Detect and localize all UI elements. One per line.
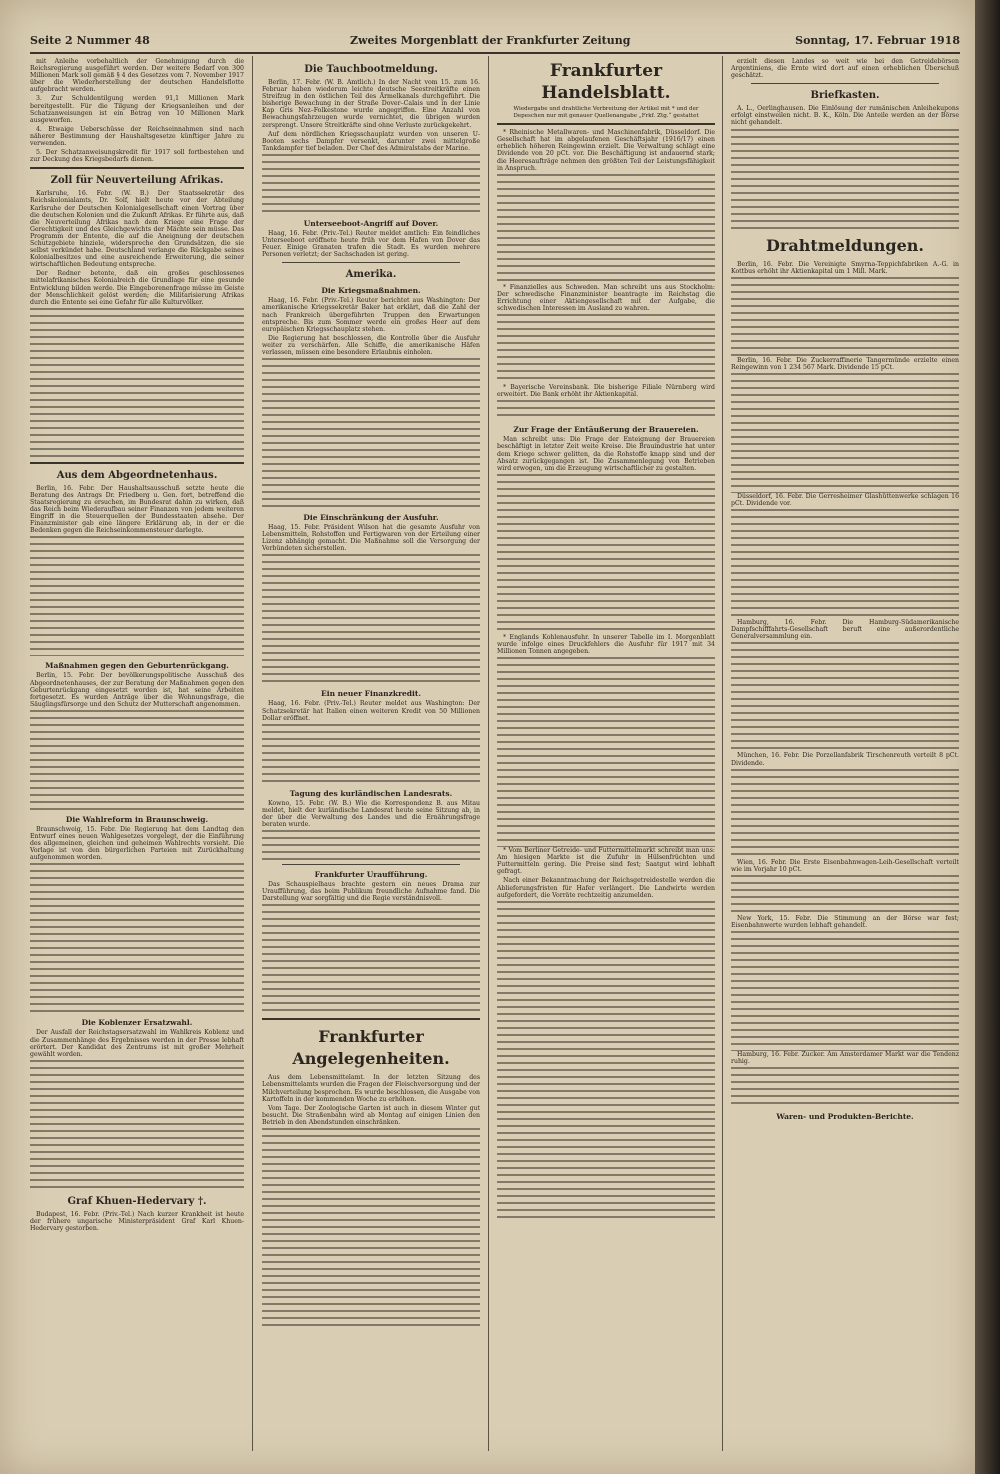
article-text: Hamburg, 16. Febr. Zucker. Am Amsterdamer Markt war die Tendenz ruhig.: [731, 1050, 959, 1066]
text-block: [262, 830, 480, 860]
text-block: [262, 358, 480, 508]
article-text: New York, 15. Febr. Die Stimmung an der Börse war fest; Eisenbahnwerte wurden lebhaft gehandelt.: [731, 914, 959, 929]
text-block: [30, 710, 244, 810]
article-text: Hamburg, 16. Febr. Die Hamburg-Südamerikanische Dampfschifffahrts-Gesellschaft beruft eine außerordentliche Generalversammlung ein.: [731, 619, 959, 641]
text-block: [731, 642, 959, 752]
divider: [30, 167, 244, 169]
article-text: Nach einer Bekanntmachung der Reichsgetreidestelle werden die Ablieferungsfristen für Hafer verlängert. Die Landwirte werden aufgefordert, die Vorräte rechtzeitig anzumelden.: [497, 877, 715, 899]
article-text: Die Regierung hat beschlossen, die Kontrolle über die Ausfuhr weiter zu verschärfen. Alle Schiffe, die amerikanische Häfen verlassen, müssen eine besondere Erlaubnis einholen.: [262, 334, 480, 356]
article-text: erzielt diesen Landes so weit wie bei den Getreidebörsen Argentiniens, die Ernte wird dort auf einen erheblichen Überschuß geschätzt.: [731, 58, 959, 80]
headline-koblenz: Die Koblenzer Ersatzwahl.: [81, 1018, 193, 1028]
column-2: [262, 58, 480, 1458]
divider: [30, 462, 244, 464]
article-text: Aus dem Lebensmittelamt. In der letzten Sitzung des Lebensmittelamts wurden die Fragen der Fleischversorgung und der Milchverteilung besprochen. Es wurde beschlossen, die Ausgabe von Kartoffeln in der kommenden Woche zu erhöhen.: [262, 1074, 480, 1103]
text-block: [30, 536, 244, 656]
handelsblatt-masthead: Frankfurter Handelsblatt.: [541, 61, 671, 103]
divider: [262, 1018, 480, 1020]
text-block: [497, 901, 715, 1221]
text-block: [497, 314, 715, 384]
headline-wahlreform: Die Wahlreform in Braunschweig.: [65, 814, 209, 824]
article-text: München, 16. Febr. Die Porzellanfabrik Tirschenreuth verteilt 8 pCt. Dividende.: [731, 752, 959, 767]
copyright-note: Wiedergabe und drahtliche Verbreitung der Artikel mit * und der Depeschen nur mit genauer Quellenangabe „Frkf. Ztg.“ gestattet: [513, 106, 699, 119]
article-text: Der Redner betonte, daß ein großes geschlossenes mittelafrikanisches Kolonialreich die Grundlage für eine gesunde Entwicklung bilden werde. Die Eingeborenenfrage müsse im Geiste der Menschlichkeit gelöst werden; die Militarisierung Afrikas durch die Entente sei eine Gefahr für alle Kulturvölker.: [30, 270, 244, 306]
text-block: [497, 174, 715, 284]
article-text: 4. Etwaige Ueberschüsse der Reichseinnahmen sind nach näherer Bestimmung der Haushaltsgesetze künftiger Jahre zu verwenden.: [30, 125, 244, 148]
article-text: * Bayerische Vereinsbank. Die bisherige Filiale Nürnberg wird erweitert. Die Bank erhöht ihr Aktienkapital.: [497, 384, 715, 399]
edition-title: Zweites Morgenblatt der Frankfurter Zeitung: [350, 34, 631, 47]
divider: [751, 83, 939, 84]
article-text: * Vom Berliner Getreide- und Futtermittelmarkt schreibt man uns: Am hiesigen Markte ist die Zufuhr in Hülsenfrüchten und Futtermitteln gering. Die Preise sind fest; Saatgut wird lebhaft gefragt.: [497, 847, 715, 876]
headline-brauerei: Zur Frage der Entäußerung der Brauereien.: [513, 425, 699, 435]
text-block: [731, 277, 959, 357]
headline-briefkasten: Briefkasten.: [810, 90, 880, 102]
article-text: Haag, 16. Febr. (Priv.-Tel.) Reuter berichtet aus Washington: Der amerikanische Kriegssekretär Baker hat erklärt, daß die Zahl der nach Frankreich übergeführten Truppen den Erwartungen entspreche. Bis zum Sommer werde ein großes Heer auf dem europäischen Kriegsschauplatz stehen.: [262, 297, 480, 333]
divider: [282, 262, 460, 263]
article-text: 3. Zur Schuldentilgung werden 91,1 Millionen Mark bereitgestellt. Für die Tilgung der Kriegsanleihen und der Schatzanweisungen ist ein Betrag von 10 Millionen Mark ausgeworfen.: [30, 95, 244, 124]
text-block: [497, 657, 715, 847]
column-rule: [488, 56, 489, 1451]
headline-amerika: Amerika.: [345, 269, 397, 281]
text-block: [731, 931, 959, 1051]
headline-dover: Unterseeboot-Angriff auf Dover.: [303, 218, 439, 228]
article-text: Wien, 16. Febr. Die Erste Eisenbahnwagen-Leih-Gesellschaft verteilt wie im Vorjahr 10 pCt.: [731, 858, 959, 873]
article-text: Berlin, 16. Febr. Der Haushaltsausschuß setzte heute die Beratung des Antrags Dr. Friedberg u. Gen. fort, betreffend die Staatsregierung zu ersuchen, im Bundesrat dahin zu wirken, daß das Reich beim Wiederaufbau seiner Finanzen von jedem weiteren Eingriff in die Steuerquellen der Bundesstaaten absehe. Der Finanzminister gab eine längere Erklärung ab, in der er die Bedenken gegen die Reichseinkommensteuer darlegte.: [30, 484, 244, 535]
headline-kolonien: Zoll für Neuverteilung Afrikas.: [50, 175, 224, 187]
text-block: [262, 554, 480, 684]
headline-ausfuhr: Die Einschränkung der Ausfuhr.: [303, 513, 439, 523]
text-block: [497, 474, 715, 634]
column-rule: [722, 56, 723, 1451]
article-text: * Rheinische Metallwaren- und Maschinenfabrik, Düsseldorf. Die Gesellschaft hat im abgelaufenen Geschäftsjahr (1916/17) einen erheblich höheren Reingewinn erzielt. Die Verwaltung schlägt eine Dividende von 20 pCt. vor. Die Beschäftigung ist andauernd stark; die Heeresaufträge nehmen den größten Teil der Leistungsfähigkeit in Anspruch.: [497, 129, 715, 172]
text-block: [731, 509, 959, 619]
article-text: Haag, 15. Febr. Präsident Wilson hat die gesamte Ausfuhr von Lebensmitteln, Rohstoffen und Fertigwaren von der Erteilung einer Lizenz abhängig gemacht. Die Maßnahme soll die Versorgung der Verbündeten sicherstellen.: [262, 524, 480, 553]
article-text: Der Ausfall der Reichstagsersatzwahl im Wahlkreis Koblenz und die Zusammenhänge des Ergebnisses werden in der Presse lebhaft erörtert. Der Kandidat des Zentrums ist mit großer Mehrheit gewählt worden.: [30, 1029, 244, 1058]
article-text: Berlin, 15. Febr. Der bevölkerungspolitische Ausschuß des Abgeordnetenhauses, der zur Beratung der Maßnahmen gegen den Geburtenrückgang eingesetzt worden ist, hat seine Arbeiten fortgesetzt. Es wurden Anträge über die Wohnungsfrage, die Säuglingsfürsorge und den Schutz der Mutterschaft angenommen.: [30, 672, 244, 708]
article-text: Kowno, 15. Febr. (W. B.) Wie die Korrespondenz B. aus Mitau meldet, hielt der kurländische Landesrat heute seine Sitzung ab, in der über die Verwaltung des Landes und die Ernährungsfrage beraten wurde.: [262, 799, 480, 828]
article-text: Haag, 16. Febr. (Priv.-Tel.) Reuter meldet amtlich: Ein feindliches Unterseeboot eröffnete heute früh vor dem Hafen von Dover das Feuer. Einige Granaten trafen die Stadt. Es wurden mehrere Personen verletzt; der Sachschaden ist gering.: [262, 229, 480, 259]
headline-waren: Waren- und Produkten-Berichte.: [776, 1112, 914, 1122]
text-block: [731, 373, 959, 493]
article-text: Man schreibt uns: Die Frage der Enteignung der Brauereien beschäftigt in letzter Zeit weite Kreise. Die Brauindustrie hat unter dem Kriege schwer gelitten, da die Rohstoffe knapp sind und der Absatz zurückgegangen ist. Die Zusammenlegung von Betrieben wird erwogen, um die Erzeugung wirtschaftlicher zu gestalten.: [497, 436, 715, 472]
article-text: Auf dem nördlichen Kriegsschauplatz wurden von unseren U-Booten sechs Dampfer versenkt, darunter zwei mittelgroße Tankdampfer tief beladen. Der Chef des Admiralstabs der Marine.: [262, 130, 480, 152]
article-text: Düsseldorf, 16. Febr. Die Gerresheimer Glashüttenwerke schlagen 16 pCt. Dividende vor.: [731, 492, 959, 508]
issue-date: Sonntag, 17. Februar 1918: [795, 34, 960, 47]
article-text: * Finanzielles aus Schweden. Man schreibt uns aus Stockholm: Der schwedische Finanzminister beantragte im Reichstag die Errichtung einer Aktiengesellschaft mit der Aufgabe, die schwedischen Interessen im Ausland zu wahren.: [497, 283, 715, 313]
text-block: [30, 863, 244, 1013]
article-text: Berlin, 16. Febr. Die Vereinigte Smyrna-Teppichfabriken A.-G. in Kottbus erhöht ihr Aktienkapital um 1 Mill. Mark.: [731, 260, 959, 275]
article-text: A. L., Oerlinghausen. Die Einlösung der rumänischen Anleihekupons erfolgt einstweilen nicht. B. K., Köln. Die Anteile werden an der Börse nicht gehandelt.: [731, 105, 959, 127]
column-3: [497, 58, 715, 1458]
text-block: [262, 154, 480, 214]
page-header: [30, 30, 960, 54]
page-number: Seite 2 Nummer 48: [30, 34, 150, 47]
column-4: [731, 58, 959, 1458]
article-text: Das Schauspielhaus brachte gestern ein neues Drama zur Uraufführung, das beim Publikum freundliche Aufnahme fand. Die Darstellung war sorgfältig und die Regie verständnisvoll.: [262, 881, 480, 903]
divider: [282, 864, 460, 865]
article-text: Braunschweig, 15. Febr. Die Regierung hat dem Landtag den Entwurf eines neuen Wahlgesetzes vorgelegt, der die Einführung des allgemeinen, gleichen und geheimen Wahlrechts vorsieht. Die Vorlage ist von den bürgerlichen Parteien mit Zurückhaltung aufgenommen worden.: [30, 825, 244, 862]
headline-kriegsmass: Die Kriegsmaßnahmen.: [321, 286, 421, 296]
article-text: Vom Tage. Der Zoologische Garten ist auch in diesem Winter gut besucht. Die Straßenbahn wird ab Montag auf einigen Linien den Betrieb in den Abendstunden einschränken.: [262, 1104, 480, 1126]
article-text: Berlin, 16. Febr. Die Zuckerraffinerie Tangermünde erzielte einen Reingewinn von 1 234 567 Mark. Dividende 15 pCt.: [731, 356, 959, 371]
headline-urauff: Frankfurter Uraufführung.: [314, 870, 428, 880]
divider: [497, 123, 715, 125]
article-text: 5. Der Schatzanweisungskredit für 1917 soll fortbestehen und zur Deckung des Kriegsbedarfs dienen.: [30, 149, 244, 164]
headline-geburten: Maßnahmen gegen den Geburtenrückgang.: [45, 661, 229, 671]
text-block: [731, 769, 959, 859]
text-block: [731, 129, 959, 229]
column-rule: [252, 56, 253, 1451]
article-text: Berlin, 17. Febr. (W. B. Amtlich.) In der Nacht vom 15. zum 16. Februar haben wiederum leichte deutsche Seestreitkräfte einen Streifzug in den östlichen Teil des Ärmelkanals durchgeführt. Die bisherige Bewachung in der Straße Dover–Calais und in der Linie Kap Gris Nez–Folkestone wurde angegriffen. Eine Anzahl von Bewachungsfahrzeugen wurde vernichtet, die übrigen wurden zersprengt. Unsere Streitkräfte sind ohne Verluste zurückgekehrt.: [262, 79, 480, 129]
text-block: [262, 724, 480, 784]
article-text: Haag, 16. Febr. (Priv.-Tel.) Reuter meldet aus Washington: Der Schatzsekretär hat Italien einen weiteren Kredit von 50 Millionen Dollar eröffnet.: [262, 700, 480, 722]
article-text: mit Anleihe vorbehaltlich der Genehmigung durch die Reichsregierung ausgeführt werden. Der weitere Bedarf von 300 Millionen Mark soll gemäß § 4 des Gesetzes vom 7. November 1917 über die Wiederherstellung der deutschen Handelsflotte aufgebracht werden.: [30, 58, 244, 94]
article-text: * Englands Kohlenausfuhr. In unserer Tabelle im I. Morgenblatt wurde infolge eines Druckfehlers die Ausfuhr für 1917 mit 34 Millionen Tonnen angegeben.: [497, 633, 715, 655]
text-block: [262, 1128, 480, 1328]
text-block: [30, 308, 244, 458]
headline-drahtmeldungen: Drahtmeldungen.: [766, 235, 924, 255]
headline-kredit: Ein neuer Finanzkredit.: [321, 689, 421, 699]
headline-kurland: Tagung des kurländischen Landesrats.: [289, 788, 453, 798]
text-block: [30, 1060, 244, 1190]
article-text: Karlsruhe, 16. Febr. (W. B.) Der Staatssekretär des Reichskolonialamts, Dr. Solf, hielt heute vor der Abteilung Karlsruhe der Deutschen Kolonialgesellschaft einen Vortrag über die deutschen Kolonien und die Zukunft Afrikas. Er führte aus, daß die Neuverteilung Afrikas nach dem Kriege eine Frage der Gerechtigkeit und des Gleichgewichts der Mächte sein müsse. Das Programm der Entente, die auf die Aneignung der deutschen Schutzgebiete hinziele, widerspreche den Grundsätzen, die sie selbst verkündet habe. Deutschland verlange die Rückgabe seines Kolonialbesitzes und eine ausreichende Erweiterung, die seiner wirtschaftlichen Bedeutung entspreche.: [30, 190, 244, 269]
headline-frankfurt: Frankfurter Angelegenheiten.: [292, 1027, 450, 1069]
headline-khuen: Graf Khuen-Hedervary †.: [67, 1195, 207, 1207]
column-1: [30, 58, 244, 1458]
headline-tauchboot: Die Tauchbootmeldung.: [304, 64, 438, 75]
text-block: [731, 875, 959, 915]
article-text: Budapest, 16. Febr. (Priv.-Tel.) Nach kurzer Krankheit ist heute der frühere ungarische Ministerpräsident Graf Karl Khuen-Hedervary gestorben.: [30, 1210, 244, 1232]
text-block: [497, 400, 715, 420]
text-block: [262, 904, 480, 1014]
headline-abgeordnete: Aus dem Abgeordnetenhaus.: [56, 469, 218, 481]
binding-edge: [975, 0, 1000, 1474]
text-block: [731, 1067, 959, 1107]
